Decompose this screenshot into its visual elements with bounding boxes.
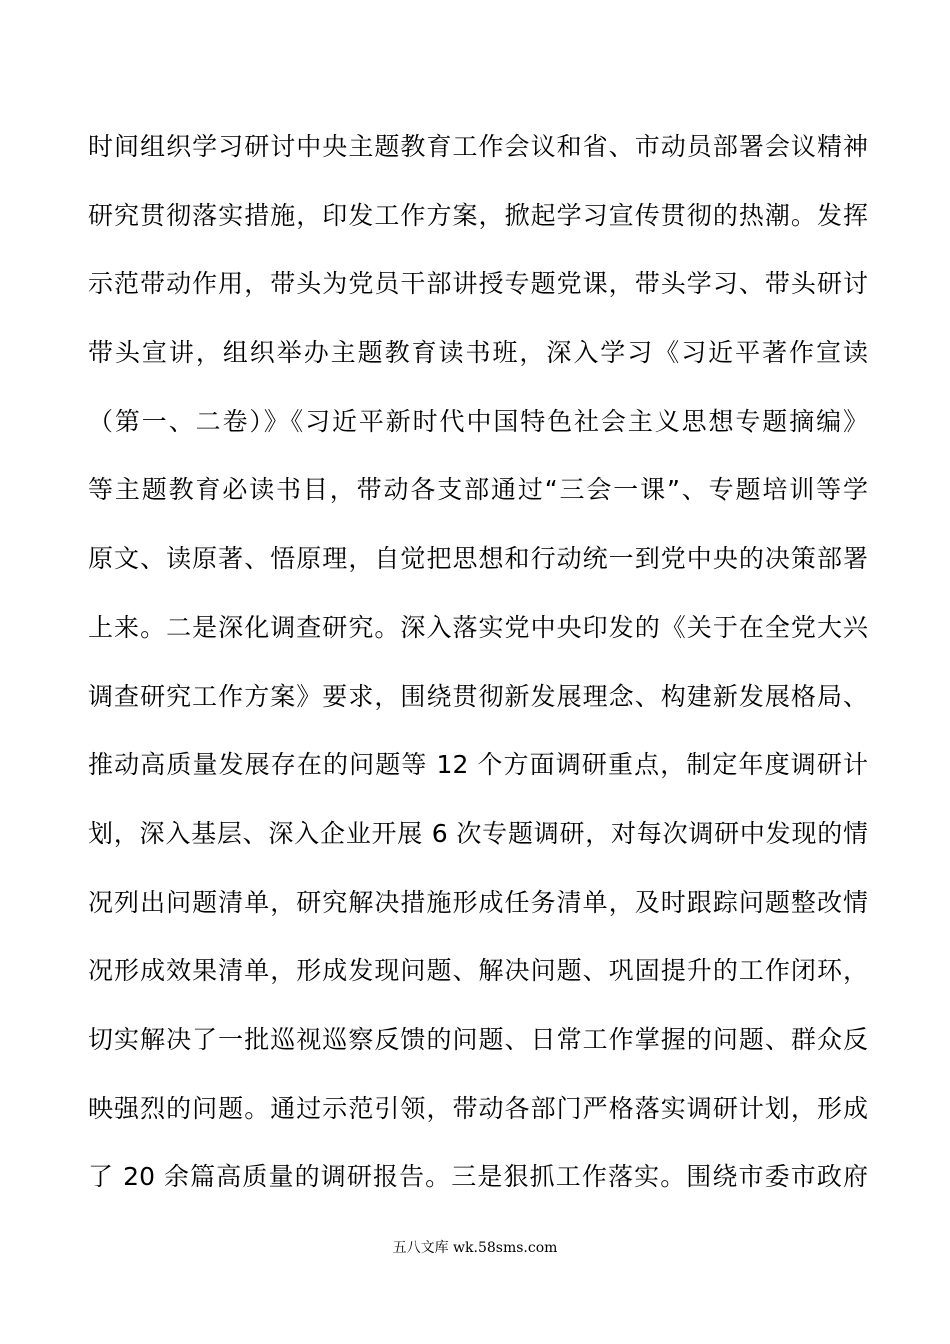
page-footer-watermark: 五八文库 wk.58sms.com <box>392 1240 558 1256</box>
text-line-7: 原文、读原著、悟原理，自觉把思想和行动统一到党中央的决策部署 <box>88 544 868 574</box>
body-paragraph <box>88 121 868 1220</box>
text-line-13: 况形成效果清单，形成发现问题、解决问题、巩固提升的工作闭环， <box>88 956 868 986</box>
text-line-1: 时间组织学习研讨中央主题教育工作会议和省、市动员部署会议精神 <box>88 132 868 161</box>
text-line-5: （第一、二卷）》《习近平新时代中国特色社会主义思想专题摘编》 <box>88 406 868 436</box>
text-line-11: 划，深入基层、深入企业开展 6 次专题调研，对每次调研中发现的情 <box>88 818 868 848</box>
text-line-6: 等主题教育必读书目，带动各支部通过“三会一课”、专题培训等学 <box>88 475 868 505</box>
text-line-10: 推动高质量发展存在的问题等 12 个方面调研重点，制定年度调研计 <box>88 750 868 780</box>
text-line-3: 示范带动作用，带头为党员干部讲授专题党课，带头学习、带头研讨 <box>88 269 868 299</box>
text-line-8: 上来。二是深化调查研究。深入落实党中央印发的《关于在全党大兴 <box>88 612 868 642</box>
text-line-14: 切实解决了一批巡视巡察反馈的问题、日常工作掌握的问题、群众反 <box>88 1024 868 1054</box>
text-line-2: 研究贯彻落实措施，印发工作方案，掀起学习宣传贯彻的热潮。发挥 <box>88 200 868 230</box>
text-line-9: 调查研究工作方案》要求，围绕贯彻新发展理念、构建新发展格局、 <box>88 681 868 711</box>
text-line-16: 了 20 余篇高质量的调研报告。三是狠抓工作落实。围绕市委市政府 <box>88 1162 868 1192</box>
text-line-15: 映强烈的问题。通过示范引领，带动各部门严格落实调研计划，形成 <box>88 1093 868 1123</box>
text-line-4: 带头宣讲，组织举办主题教育读书班，深入学习《习近平著作宣读 <box>88 338 868 368</box>
text-line-12: 况列出问题清单，研究解决措施形成任务清单，及时跟踪问题整改情 <box>88 887 868 917</box>
